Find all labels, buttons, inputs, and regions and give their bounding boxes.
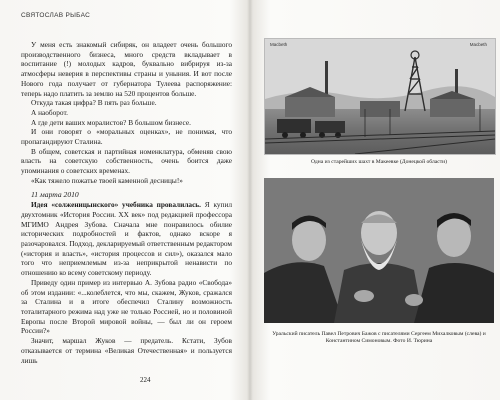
paragraph: А наоборот. <box>31 107 68 117</box>
paragraph: Приведу один пример из интервью А. Зубова радио «Свобода» об этом издании: «...колеблется, что мы, скажем, Жуков, сражался за Сталина и в итоге обеспечил Сталину возможность тоталитарного режима над уже не только Россией, но и половиной Европы после Второй мировой войны, — был ли он героем России?» <box>21 277 232 336</box>
paragraph: А где дети ваших моралистов? В большом бизнесе. <box>31 117 191 127</box>
paragraph: В общем, советская и партийная номенклатура, обменяв свою власть на советскую собственность, очень боится даже упоминания о советских временах. <box>21 146 232 176</box>
lead-bold-text: Идея «солженицынского» учебника провалилась. <box>31 200 201 210</box>
page-number: 224 <box>140 376 151 384</box>
paragraph: У меня есть знакомый сибиряк, он владеет очень большого производственного бизнеса, много средств вкладывает в воспитание (!) молодых кадров, буквально вибрируя из-за атмосферы неверия в перспективы страны и уныния. И вот после Нового года получает от губернатора Тулеева распоряжение: теперь надо платить за землю на 520 процентов больше. <box>21 40 232 98</box>
photo-label-left: Macbeth <box>270 42 288 47</box>
quote-paragraph: «Как тяжело пожатье твоей каменной десницы!» <box>31 175 183 185</box>
running-head: СВЯТОСЛАВ РЫБАС <box>21 12 91 19</box>
left-page <box>0 0 248 400</box>
mine-photo <box>264 38 496 155</box>
lead-rest-text: Я купил двухтомник «История России. XX век» под редакцией профессора МГИМО Андрея Зубова. Сначала мне понравилось обилие исторических подробностей и фактов, однако вскоре я разочаровался. Подход, декларируемый ответственным редактором («история и власть», «история процессов и сил»), оказался мало того что неприемлемым из-за неприкрытой ненависти по отношению ко всему советскому периоду. <box>21 200 233 278</box>
mine-photo-illustration <box>265 39 495 154</box>
writers-photo <box>264 178 494 323</box>
photo-caption-writers: Уральский писатель Павел Петрович Бажов с писателями Сергеем Михалковым (слева) и Константином Симоновым. Фото И. Тюрина <box>272 331 486 345</box>
paragraph: И они говорят о «моральных оценках», не понимая, что пропагандируют Сталина. <box>21 127 232 147</box>
date-heading: 11 марта 2010 <box>31 189 79 199</box>
body-text <box>21 40 232 365</box>
right-page <box>252 0 500 400</box>
paragraph-lead <box>21 200 232 278</box>
writers-photo-illustration <box>264 178 494 323</box>
photo-label-right: Macbeth <box>469 42 487 47</box>
paragraph: Значит, маршал Жуков — предатель. Кстати, Зубов отказывается от термина «Великая Отечественная» и пользуется лишь <box>21 336 232 365</box>
photo-caption-mine: Одна из старейших шахт в Макеевке (Донецкой области) <box>310 159 448 165</box>
paragraph: Откуда такая цифра? В пять раз больше. <box>31 98 157 108</box>
